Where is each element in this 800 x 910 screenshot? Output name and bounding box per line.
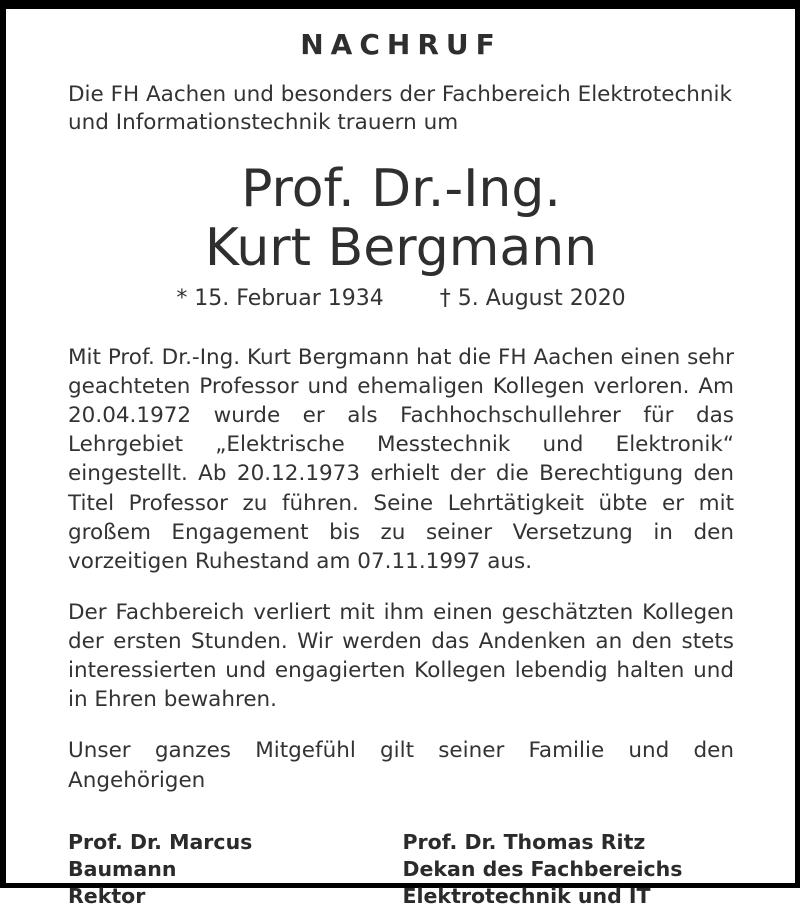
notice-heading: NACHRUF xyxy=(300,28,502,61)
obituary-paragraph-1: Mit Prof. Dr.-Ing. Kurt Bergmann hat die FH Aachen einen sehr geachteten Professor und ehemaligen Kollegen verloren. Am 20.04.1972 wurde er als Fachhochschullehrer für das Lehrgebiet „Elektrische Messtechnik und Elektronik“ eingestellt. Ab 20.12.1973 erhielt der die Berechtigung den Titel Professor zu führen. Seine Lehrtätigkeit übte er mit großem Engagement bis zu seiner Versetzung in den vorzeitigen Ruhestand am 07.11.1997 aus. xyxy=(68,344,734,574)
signatory-right-role: Dekan des Fachbereichs xyxy=(402,856,683,881)
deceased-name-line: Kurt Bergmann xyxy=(204,217,598,278)
notice-lead-text: Die FH Aachen und besonders der Fachbereich Elektrotechnik und Informationstechnik trauern um xyxy=(68,81,732,136)
signature-block xyxy=(68,829,734,910)
deceased-title-line: Prof. Dr.-Ing. xyxy=(241,158,561,219)
signatory-left-name-2: Baumann xyxy=(68,856,177,881)
signatory-left-role: Rektor xyxy=(68,884,146,909)
deceased-name-block xyxy=(68,160,734,278)
life-dates xyxy=(68,286,734,312)
obituary-paragraph-3: Unser ganzes Mitgefühl gilt seiner Familie und den Angehörigen xyxy=(68,738,734,793)
signatory-right-name: Prof. Dr. Thomas Ritz xyxy=(402,829,646,854)
mourning-frame-top xyxy=(0,0,800,9)
mourning-frame-right xyxy=(795,0,800,888)
signatory-right-role-2: Elektrotechnik und IT xyxy=(402,884,651,909)
birth-date: * 15. Februar 1934 xyxy=(176,286,384,312)
death-date: † 5. August 2020 xyxy=(439,286,626,312)
signature-column-left xyxy=(68,829,400,910)
notice-inner-panel xyxy=(6,9,795,909)
signatory-left-name: Prof. Dr. Marcus xyxy=(68,829,253,854)
signature-column-right xyxy=(400,829,735,910)
obituary-paragraph-2: Der Fachbereich verliert mit ihm einen geschätzten Kollegen der ersten Stunden. Wir werden das Andenken an den stets interessierten und engagierten Kollegen lebendig halten und in Ehren bewahren. xyxy=(68,599,734,713)
notice-content xyxy=(68,30,734,910)
